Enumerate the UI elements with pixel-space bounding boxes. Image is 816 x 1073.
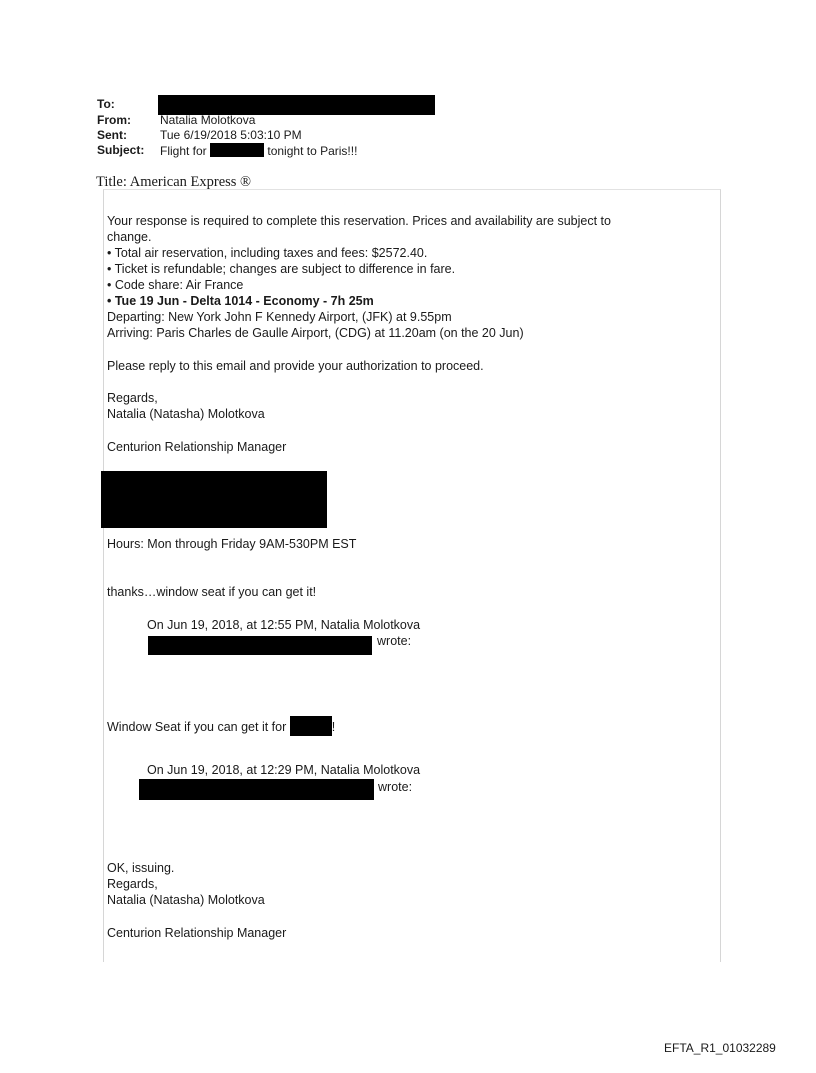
to-label: To:	[97, 97, 115, 111]
departing-line: Departing: New York John F Kennedy Airport, (JFK) at 9.55pm	[107, 310, 452, 324]
signature-title-1: Centurion Relationship Manager	[107, 440, 287, 454]
window-seat-prefix: Window Seat if you can get it for	[107, 720, 287, 734]
bullet-flight: • Tue 19 Jun - Delta 1014 - Economy - 7h 25m	[107, 294, 374, 308]
from-value: Natalia Molotkova	[160, 113, 256, 127]
to-redaction	[158, 95, 435, 115]
intro-line-1: Your response is required to complete this reservation. Prices and availability are subject to	[107, 214, 611, 228]
regards-1: Regards,	[107, 391, 158, 405]
quote-2-email-redaction	[139, 779, 374, 800]
quote-2-header: On Jun 19, 2018, at 12:29 PM, Natalia Molotkova	[147, 763, 421, 777]
subject-value	[160, 143, 357, 158]
document-id: EFTA_R1_01032289	[664, 1041, 776, 1055]
bullet-codeshare: • Code share: Air France	[107, 278, 244, 292]
arriving-line: Arriving: Paris Charles de Gaulle Airport, (CDG) at 11.20am (on the 20 Jun)	[107, 326, 524, 340]
quote-2-wrote: wrote:	[378, 780, 413, 794]
subject-label: Subject:	[97, 143, 145, 157]
from-label: From:	[97, 113, 131, 127]
quote-1-email-redaction	[148, 636, 372, 655]
ok-issuing: OK, issuing.	[107, 861, 175, 875]
quote-1-wrote: wrote:	[377, 634, 412, 648]
sent-label: Sent:	[97, 128, 127, 142]
subject-prefix: Flight for	[160, 144, 207, 158]
hours-line: Hours: Mon through Friday 9AM-530PM EST	[107, 537, 357, 551]
quote-1-header: On Jun 19, 2018, at 12:55 PM, Natalia Molotkova	[147, 618, 421, 632]
signature-name-2: Natalia (Natasha) Molotkova	[107, 893, 265, 907]
subject-suffix: tonight to Paris!!!	[267, 144, 358, 158]
subject-redaction	[210, 143, 264, 157]
window-seat-redaction	[290, 716, 332, 736]
title-line: Title: American Express ®	[96, 174, 252, 190]
reply-request: Please reply to this email and provide your authorization to proceed.	[107, 359, 484, 373]
bullet-total: • Total air reservation, including taxes and fees: $2572.40.	[107, 246, 428, 260]
regards-2: Regards,	[107, 877, 158, 891]
thanks-line: thanks…window seat if you can get it!	[107, 585, 317, 599]
bullet-refundable: • Ticket is refundable; changes are subject to difference in fare.	[107, 262, 456, 276]
signature-title-2: Centurion Relationship Manager	[107, 926, 287, 940]
window-seat-suffix: !	[331, 720, 336, 734]
sent-value: Tue 6/19/2018 5:03:10 PM	[160, 128, 302, 142]
intro-line-2: change.	[107, 230, 152, 244]
signature-name-1: Natalia (Natasha) Molotkova	[107, 407, 265, 421]
contact-redaction	[101, 471, 327, 528]
window-seat-line	[107, 716, 335, 736]
